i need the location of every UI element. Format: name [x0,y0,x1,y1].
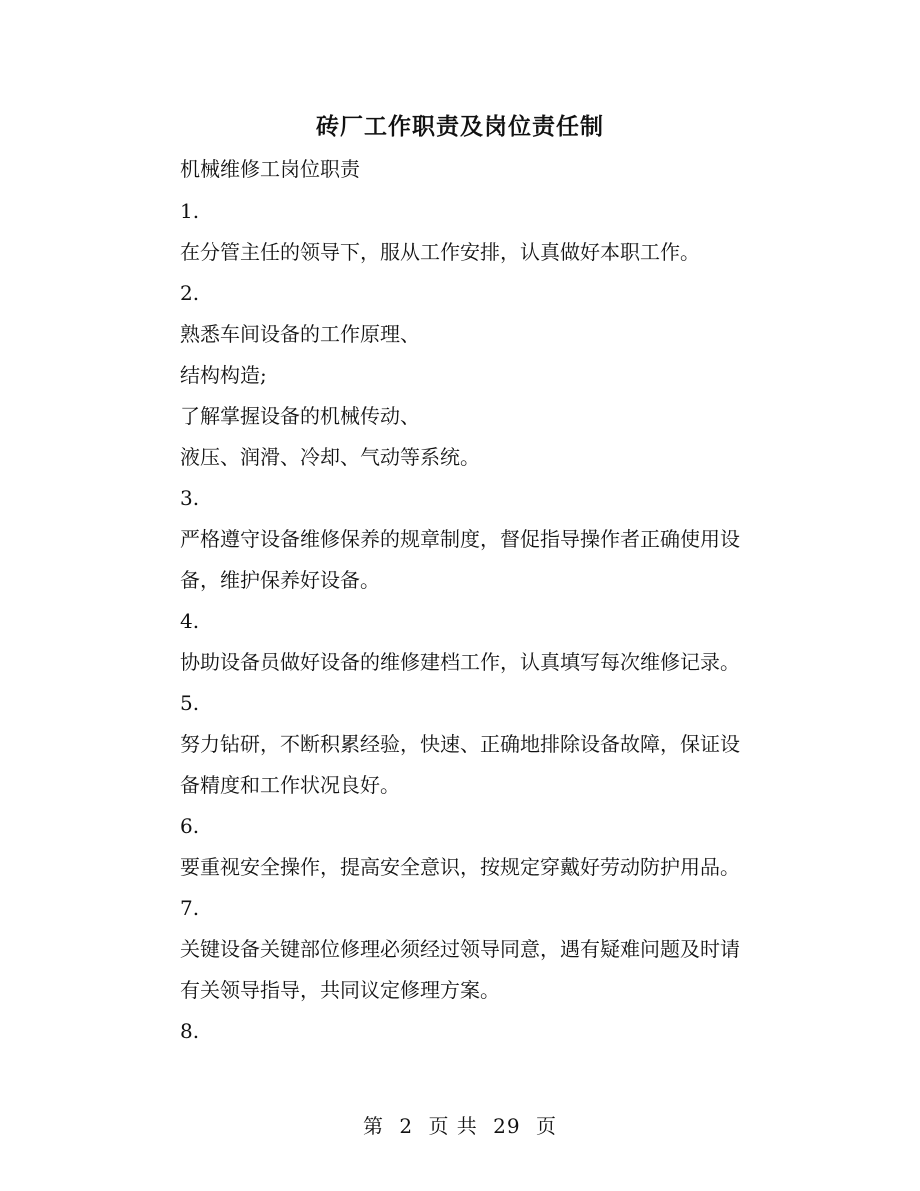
footer-middle: 页 共 [428,1114,478,1138]
paragraph-line: 有关领导指导，共同议定修理方案。 [180,978,500,1002]
item-number: 3. [180,486,200,510]
paragraph-line: 努力钻研，不断积累经验，快速、正确地排除设备故障，保证设 [180,732,740,756]
paragraph-line: 要重视安全操作，提高安全意识，按规定穿戴好劳动防护用品。 [180,855,740,879]
paragraph-line: 结构构造; [180,363,267,387]
page-footer [0,1110,920,1139]
paragraph-line: 协助设备员做好设备的维修建档工作，认真填写每次维修记录。 [180,650,740,674]
paragraph-line: 备，维护保养好设备。 [180,568,380,592]
footer-page-number: 2 [399,1114,414,1138]
paragraph-line: 备精度和工作状况良好。 [180,773,400,797]
item-number: 1. [180,199,200,223]
paragraph-line: 熟悉车间设备的工作原理、 [180,322,420,346]
section-heading: 机械维修工岗位职责 [180,157,360,181]
document-title: 砖厂工作职责及岗位责任制 [316,113,604,140]
item-number: 2. [180,281,200,305]
paragraph-line: 了解掌握设备的机械传动、 [180,404,420,428]
item-number: 7. [180,896,200,920]
footer-suffix: 页 [535,1114,557,1138]
item-number: 8. [180,1019,200,1043]
paragraph-line: 在分管主任的领导下，服从工作安排，认真做好本职工作。 [180,240,700,264]
paragraph-line: 严格遵守设备维修保养的规章制度，督促指导操作者正确使用设 [180,527,740,551]
paragraph-line: 关键设备关键部位修理必须经过领导同意，遇有疑难问题及时请 [180,937,740,961]
item-number: 4. [180,609,200,633]
paragraph-line: 液压、润滑、冷却、气动等系统。 [180,445,480,469]
footer-prefix: 第 [363,1114,384,1138]
item-number: 6. [180,814,200,838]
footer-page-total: 29 [493,1114,521,1138]
item-number: 5. [180,691,200,715]
